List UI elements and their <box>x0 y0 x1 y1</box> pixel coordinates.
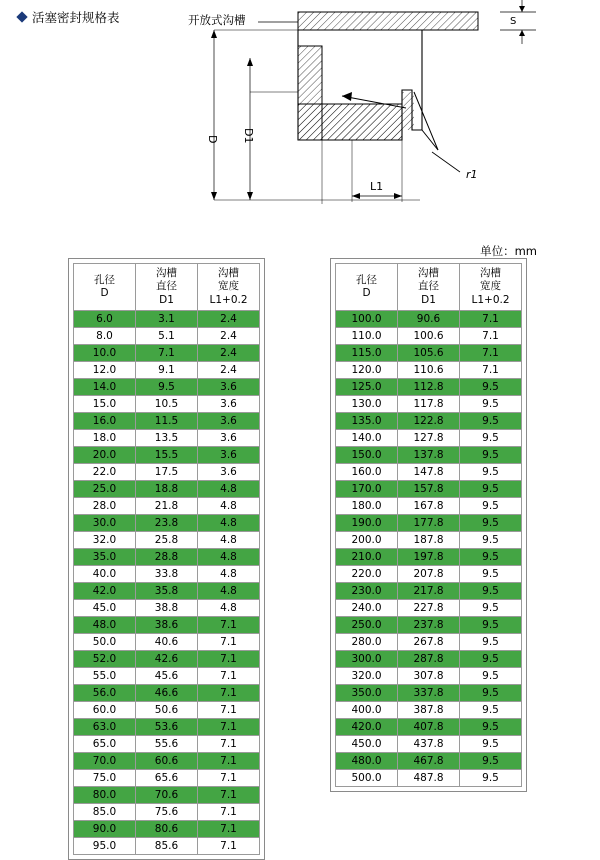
bore-diameter-cell: 230.0 <box>336 583 398 600</box>
bore-diameter-cell: 15.0 <box>74 396 136 413</box>
groove-width-cell: 9.5 <box>460 464 522 481</box>
table-row <box>74 430 260 447</box>
page-title <box>18 8 120 26</box>
groove-width-cell: 9.5 <box>460 413 522 430</box>
bore-diameter-cell: 48.0 <box>74 617 136 634</box>
groove-diameter-cell: 45.6 <box>136 668 198 685</box>
bore-diameter-cell: 170.0 <box>336 481 398 498</box>
bore-diameter-cell: 190.0 <box>336 515 398 532</box>
table-row <box>336 515 522 532</box>
groove-width-cell: 4.8 <box>198 549 260 566</box>
table-row <box>336 651 522 668</box>
groove-width-cell: 2.4 <box>198 362 260 379</box>
groove-width-cell: 7.1 <box>198 719 260 736</box>
bore-diameter-cell: 6.0 <box>74 311 136 328</box>
table-row <box>74 566 260 583</box>
bore-diameter-cell: 200.0 <box>336 532 398 549</box>
bore-diameter-cell: 480.0 <box>336 753 398 770</box>
bore-diameter-cell: 70.0 <box>74 753 136 770</box>
groove-diameter-cell: 23.8 <box>136 515 198 532</box>
groove-width-cell: 9.5 <box>460 736 522 753</box>
groove-width-cell: 9.5 <box>460 685 522 702</box>
bore-diameter-cell: 35.0 <box>74 549 136 566</box>
bore-diameter-cell: 135.0 <box>336 413 398 430</box>
bore-diameter-cell: 420.0 <box>336 719 398 736</box>
bore-diameter-cell: 8.0 <box>74 328 136 345</box>
groove-width-cell: 3.6 <box>198 430 260 447</box>
spec-table-left <box>73 263 260 855</box>
d-dimension-label: D <box>206 135 219 144</box>
bore-diameter-cell: 450.0 <box>336 736 398 753</box>
groove-diameter-cell: 11.5 <box>136 413 198 430</box>
bore-diameter-cell: 160.0 <box>336 464 398 481</box>
bore-diameter-cell: 16.0 <box>74 413 136 430</box>
bore-diameter-cell: 50.0 <box>74 634 136 651</box>
table-row <box>336 532 522 549</box>
groove-diameter-cell: 217.8 <box>398 583 460 600</box>
groove-diameter-cell: 70.6 <box>136 787 198 804</box>
bore-diameter-cell: 115.0 <box>336 345 398 362</box>
table-row <box>74 379 260 396</box>
bore-diameter-cell: 10.0 <box>74 345 136 362</box>
groove-width-cell: 9.5 <box>460 753 522 770</box>
groove-diameter-cell: 307.8 <box>398 668 460 685</box>
table-row <box>74 532 260 549</box>
groove-width-cell: 9.5 <box>460 498 522 515</box>
groove-width-cell: 7.1 <box>198 787 260 804</box>
header-groove-width: 沟槽 宽度 L1+0.2 <box>198 264 260 311</box>
table-row <box>74 702 260 719</box>
groove-diameter-cell: 21.8 <box>136 498 198 515</box>
groove-width-cell: 9.5 <box>460 634 522 651</box>
groove-width-cell: 9.5 <box>460 447 522 464</box>
groove-diameter-cell: 28.8 <box>136 549 198 566</box>
groove-width-cell: 9.5 <box>460 770 522 787</box>
technical-drawing <box>170 0 590 230</box>
table-row <box>74 668 260 685</box>
d1-dimension-label: D1 <box>242 128 255 144</box>
groove-width-cell: 3.6 <box>198 447 260 464</box>
groove-diameter-cell: 227.8 <box>398 600 460 617</box>
groove-diameter-cell: 177.8 <box>398 515 460 532</box>
groove-diameter-cell: 487.8 <box>398 770 460 787</box>
table-row <box>336 345 522 362</box>
header-groove-diameter: 沟槽 直径 D1 <box>136 264 198 311</box>
table-row <box>74 685 260 702</box>
groove-diameter-cell: 110.6 <box>398 362 460 379</box>
groove-diameter-cell: 53.6 <box>136 719 198 736</box>
bore-diameter-cell: 14.0 <box>74 379 136 396</box>
bore-diameter-cell: 400.0 <box>336 702 398 719</box>
groove-diameter-cell: 437.8 <box>398 736 460 753</box>
groove-diameter-cell: 207.8 <box>398 566 460 583</box>
table-row <box>74 617 260 634</box>
groove-width-cell: 4.8 <box>198 481 260 498</box>
groove-diameter-cell: 42.6 <box>136 651 198 668</box>
table-row <box>74 396 260 413</box>
groove-diameter-cell: 197.8 <box>398 549 460 566</box>
bore-diameter-cell: 20.0 <box>74 447 136 464</box>
table-row <box>336 379 522 396</box>
table-row <box>336 362 522 379</box>
bore-diameter-cell: 56.0 <box>74 685 136 702</box>
groove-width-cell: 7.1 <box>460 362 522 379</box>
groove-width-cell: 7.1 <box>198 651 260 668</box>
table-row <box>74 311 260 328</box>
table-row <box>74 583 260 600</box>
table-row <box>336 430 522 447</box>
table-row <box>336 481 522 498</box>
bore-diameter-cell: 140.0 <box>336 430 398 447</box>
table-row <box>336 311 522 328</box>
groove-width-cell: 9.5 <box>460 515 522 532</box>
groove-diameter-cell: 46.6 <box>136 685 198 702</box>
bore-diameter-cell: 350.0 <box>336 685 398 702</box>
unit-note: 单位：mm <box>480 244 537 258</box>
bore-diameter-cell: 125.0 <box>336 379 398 396</box>
bore-diameter-cell: 55.0 <box>74 668 136 685</box>
groove-diameter-cell: 15.5 <box>136 447 198 464</box>
r1-dimension-label: r1 <box>466 168 478 181</box>
bore-diameter-cell: 42.0 <box>74 583 136 600</box>
groove-diameter-cell: 55.6 <box>136 736 198 753</box>
groove-diameter-cell: 25.8 <box>136 532 198 549</box>
groove-diameter-cell: 17.5 <box>136 464 198 481</box>
table-row <box>74 549 260 566</box>
bore-diameter-cell: 500.0 <box>336 770 398 787</box>
l1-dimension-label: L1 <box>370 180 384 193</box>
groove-diameter-cell: 267.8 <box>398 634 460 651</box>
groove-diameter-cell: 38.6 <box>136 617 198 634</box>
groove-width-cell: 2.4 <box>198 345 260 362</box>
bore-diameter-cell: 85.0 <box>74 804 136 821</box>
table-row <box>336 464 522 481</box>
table-row <box>74 515 260 532</box>
table-row <box>336 770 522 787</box>
groove-width-cell: 7.1 <box>460 345 522 362</box>
groove-diameter-cell: 9.5 <box>136 379 198 396</box>
bore-diameter-cell: 100.0 <box>336 311 398 328</box>
groove-diameter-cell: 137.8 <box>398 447 460 464</box>
groove-width-cell: 3.6 <box>198 464 260 481</box>
bore-diameter-cell: 28.0 <box>74 498 136 515</box>
groove-diameter-cell: 387.8 <box>398 702 460 719</box>
groove-diameter-cell: 3.1 <box>136 311 198 328</box>
header-groove-width: 沟槽 宽度 L1+0.2 <box>460 264 522 311</box>
groove-width-cell: 4.8 <box>198 583 260 600</box>
groove-width-cell: 7.1 <box>198 685 260 702</box>
groove-width-cell: 9.5 <box>460 583 522 600</box>
table-row <box>336 736 522 753</box>
groove-width-cell: 9.5 <box>460 566 522 583</box>
table-row <box>74 498 260 515</box>
table-row <box>74 345 260 362</box>
bore-diameter-cell: 320.0 <box>336 668 398 685</box>
table-row <box>74 770 260 787</box>
groove-width-cell: 9.5 <box>460 702 522 719</box>
groove-width-cell: 9.5 <box>460 379 522 396</box>
groove-width-cell: 4.8 <box>198 566 260 583</box>
bore-diameter-cell: 45.0 <box>74 600 136 617</box>
groove-width-cell: 9.5 <box>460 396 522 413</box>
table-row <box>336 617 522 634</box>
bore-diameter-cell: 75.0 <box>74 770 136 787</box>
bore-diameter-cell: 52.0 <box>74 651 136 668</box>
groove-diameter-cell: 18.8 <box>136 481 198 498</box>
bore-diameter-cell: 40.0 <box>74 566 136 583</box>
groove-diameter-cell: 407.8 <box>398 719 460 736</box>
groove-diameter-cell: 5.1 <box>136 328 198 345</box>
bore-diameter-cell: 280.0 <box>336 634 398 651</box>
table-row <box>336 719 522 736</box>
table-row <box>74 600 260 617</box>
groove-diameter-cell: 90.6 <box>398 311 460 328</box>
groove-diameter-cell: 65.6 <box>136 770 198 787</box>
groove-width-cell: 9.5 <box>460 532 522 549</box>
groove-diameter-cell: 112.8 <box>398 379 460 396</box>
groove-diameter-cell: 147.8 <box>398 464 460 481</box>
bore-diameter-cell: 220.0 <box>336 566 398 583</box>
groove-width-cell: 7.1 <box>198 702 260 719</box>
groove-width-cell: 2.4 <box>198 328 260 345</box>
groove-width-cell: 7.1 <box>198 770 260 787</box>
table-row <box>74 821 260 838</box>
groove-diameter-cell: 100.6 <box>398 328 460 345</box>
bore-diameter-cell: 240.0 <box>336 600 398 617</box>
open-groove-label: 开放式沟槽 <box>188 13 246 27</box>
groove-cross-section-svg <box>170 0 590 230</box>
header-groove-diameter: 沟槽 直径 D1 <box>398 264 460 311</box>
groove-width-cell: 7.1 <box>198 736 260 753</box>
groove-width-cell: 7.1 <box>460 311 522 328</box>
table-row <box>336 634 522 651</box>
groove-width-cell: 9.5 <box>460 617 522 634</box>
bore-diameter-cell: 250.0 <box>336 617 398 634</box>
groove-diameter-cell: 35.8 <box>136 583 198 600</box>
groove-width-cell: 7.1 <box>198 838 260 855</box>
table-row <box>74 787 260 804</box>
groove-width-cell: 3.6 <box>198 379 260 396</box>
groove-diameter-cell: 287.8 <box>398 651 460 668</box>
bore-diameter-cell: 90.0 <box>74 821 136 838</box>
groove-width-cell: 7.1 <box>198 634 260 651</box>
groove-diameter-cell: 50.6 <box>136 702 198 719</box>
table-row <box>336 583 522 600</box>
groove-width-cell: 7.1 <box>460 328 522 345</box>
groove-diameter-cell: 122.8 <box>398 413 460 430</box>
groove-diameter-cell: 85.6 <box>136 838 198 855</box>
groove-width-cell: 7.1 <box>198 821 260 838</box>
bore-diameter-cell: 300.0 <box>336 651 398 668</box>
bore-diameter-cell: 60.0 <box>74 702 136 719</box>
groove-width-cell: 7.1 <box>198 668 260 685</box>
page-title-label: 活塞密封规格表 <box>32 10 120 25</box>
bore-diameter-cell: 180.0 <box>336 498 398 515</box>
groove-width-cell: 9.5 <box>460 651 522 668</box>
table-row <box>74 753 260 770</box>
groove-width-cell: 7.1 <box>198 804 260 821</box>
bore-diameter-cell: 80.0 <box>74 787 136 804</box>
groove-width-cell: 7.1 <box>198 617 260 634</box>
bore-diameter-cell: 25.0 <box>74 481 136 498</box>
header-bore-diameter: 孔径 D <box>336 264 398 311</box>
groove-width-cell: 4.8 <box>198 515 260 532</box>
groove-width-cell: 2.4 <box>198 311 260 328</box>
bore-diameter-cell: 210.0 <box>336 549 398 566</box>
groove-diameter-cell: 105.6 <box>398 345 460 362</box>
table-header-row <box>336 264 522 311</box>
groove-diameter-cell: 157.8 <box>398 481 460 498</box>
groove-width-cell: 3.6 <box>198 413 260 430</box>
groove-width-cell: 9.5 <box>460 481 522 498</box>
table-row <box>74 481 260 498</box>
table-row <box>336 600 522 617</box>
table-row <box>74 736 260 753</box>
groove-diameter-cell: 33.8 <box>136 566 198 583</box>
groove-diameter-cell: 80.6 <box>136 821 198 838</box>
groove-width-cell: 4.8 <box>198 600 260 617</box>
groove-diameter-cell: 13.5 <box>136 430 198 447</box>
groove-diameter-cell: 467.8 <box>398 753 460 770</box>
groove-width-cell: 9.5 <box>460 549 522 566</box>
groove-diameter-cell: 127.8 <box>398 430 460 447</box>
table-row <box>74 362 260 379</box>
bore-diameter-cell: 110.0 <box>336 328 398 345</box>
groove-width-cell: 9.5 <box>460 719 522 736</box>
groove-diameter-cell: 38.8 <box>136 600 198 617</box>
table-row <box>74 651 260 668</box>
groove-diameter-cell: 337.8 <box>398 685 460 702</box>
table-row <box>74 328 260 345</box>
table-row <box>336 396 522 413</box>
table-row <box>336 685 522 702</box>
bore-diameter-cell: 150.0 <box>336 447 398 464</box>
bore-diameter-cell: 12.0 <box>74 362 136 379</box>
table-row <box>336 413 522 430</box>
table-row <box>336 702 522 719</box>
groove-width-cell: 3.6 <box>198 396 260 413</box>
table-row <box>74 413 260 430</box>
table-row <box>336 566 522 583</box>
table-row <box>336 498 522 515</box>
groove-diameter-cell: 9.1 <box>136 362 198 379</box>
table-row <box>336 447 522 464</box>
diamond-bullet-icon <box>16 11 27 22</box>
table-row <box>336 328 522 345</box>
table-row <box>74 838 260 855</box>
groove-diameter-cell: 187.8 <box>398 532 460 549</box>
groove-diameter-cell: 167.8 <box>398 498 460 515</box>
table-row <box>336 549 522 566</box>
bore-diameter-cell: 32.0 <box>74 532 136 549</box>
table-row <box>74 447 260 464</box>
groove-width-cell: 4.8 <box>198 532 260 549</box>
groove-diameter-cell: 75.6 <box>136 804 198 821</box>
bore-diameter-cell: 65.0 <box>74 736 136 753</box>
groove-diameter-cell: 10.5 <box>136 396 198 413</box>
header-bore-diameter: 孔径 D <box>74 264 136 311</box>
groove-diameter-cell: 60.6 <box>136 753 198 770</box>
table-row <box>74 464 260 481</box>
groove-width-cell: 9.5 <box>460 600 522 617</box>
groove-diameter-cell: 40.6 <box>136 634 198 651</box>
bore-diameter-cell: 63.0 <box>74 719 136 736</box>
spec-table-right <box>335 263 522 787</box>
bore-diameter-cell: 130.0 <box>336 396 398 413</box>
groove-width-cell: 7.1 <box>198 753 260 770</box>
bore-diameter-cell: 95.0 <box>74 838 136 855</box>
groove-diameter-cell: 237.8 <box>398 617 460 634</box>
spec-table-left-container <box>68 258 265 860</box>
spec-table-right-container <box>330 258 527 792</box>
bore-diameter-cell: 30.0 <box>74 515 136 532</box>
groove-width-cell: 9.5 <box>460 668 522 685</box>
groove-width-cell: 9.5 <box>460 430 522 447</box>
groove-diameter-cell: 7.1 <box>136 345 198 362</box>
s-dimension-label: S <box>510 16 517 27</box>
bore-diameter-cell: 22.0 <box>74 464 136 481</box>
table-header-row <box>74 264 260 311</box>
table-row <box>74 634 260 651</box>
table-row <box>74 719 260 736</box>
groove-width-cell: 4.8 <box>198 498 260 515</box>
bore-diameter-cell: 120.0 <box>336 362 398 379</box>
table-row <box>74 804 260 821</box>
groove-diameter-cell: 117.8 <box>398 396 460 413</box>
table-row <box>336 753 522 770</box>
table-row <box>336 668 522 685</box>
bore-diameter-cell: 18.0 <box>74 430 136 447</box>
